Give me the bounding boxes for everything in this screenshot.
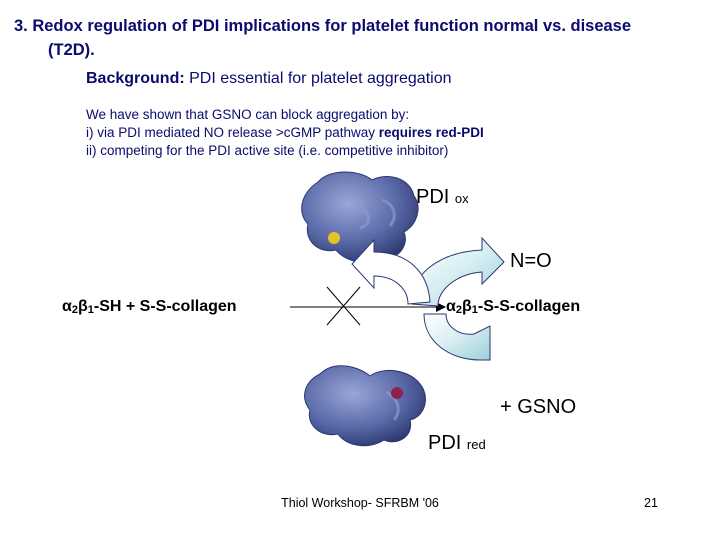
active-site-ox [328,232,340,244]
body-line-1: We have shown that GSNO can block aggregation by: [86,107,410,122]
no-label: N=O [510,250,552,272]
product-beta: β [461,298,472,315]
reactant-rest: -SH + S-S-collagen [93,298,237,315]
product-rest: -S-S-collagen [477,298,581,315]
reactant-formula [62,298,237,316]
reactant-beta-sub: 1 [87,304,94,316]
gsno-label: + GSNO [500,396,577,418]
product-alpha-sub: 2 [455,304,462,316]
pdi-red-subscript: red [466,437,486,452]
body-line-2-text: i) via PDI mediated NO release >cGMP pathway [86,125,379,140]
product-formula [446,298,580,316]
background-text: PDI essential for platelet aggregation [184,70,452,87]
active-site-red [391,387,403,399]
pdi-red-label: PDI red [428,432,486,454]
arrow-gsno [424,314,490,360]
footer-text: Thiol Workshop- SFRBM '06 [281,496,439,510]
background-label: Background: [86,70,185,87]
body-line-2-bold: requires red-PDI [378,125,484,140]
pdi-ox-label: PDI ox [416,186,469,208]
page-number: 21 [644,496,658,510]
reactant-beta: β [77,298,88,315]
product-alpha: α [446,298,456,315]
pdi-red-protein-image [305,366,426,446]
body-line-3: ii) competing for the PDI active site (i.e. competitive inhibitor) [86,143,449,158]
product-beta-sub: 1 [471,304,478,316]
pdi-ox-subscript: ox [454,191,469,206]
reactant-alpha-sub: 2 [71,304,78,316]
title-line-2: (T2D). [48,41,95,59]
title-line-1: 3. Redox regulation of PDI implications for platelet function normal vs. disease [14,17,632,35]
reactant-alpha: α [62,298,72,315]
pdi-ox-protein-image [302,172,418,262]
